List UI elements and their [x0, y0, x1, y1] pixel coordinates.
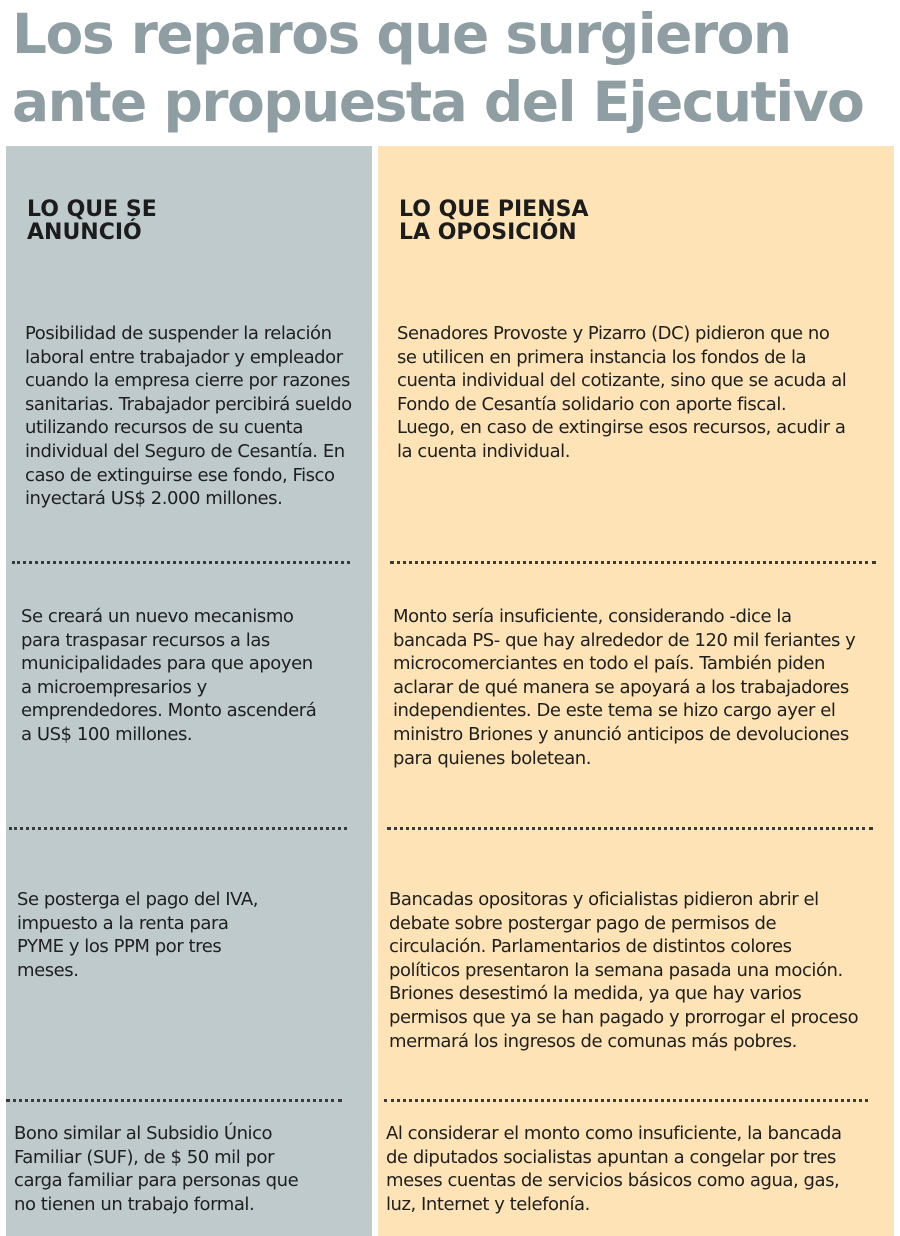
right-divider-3	[384, 1099, 868, 1102]
left-item-1: Posibilidad de suspender la relación laboral entre trabajador y empleador cuando la empresa cierre por razones sanitarias. Trabajador percibirá sueldo utilizando recursos de su cuenta individual del Seguro de Cesantía. En caso de extinguirse ese fondo, Fisco inyectará US$ 2.000 millones.	[25, 323, 352, 510]
right-divider-2	[387, 827, 873, 830]
left-divider-2	[9, 827, 347, 830]
left-column-heading: LO QUE SE ANUNCIÓ	[27, 197, 157, 245]
page-title	[12, 0, 892, 136]
left-item-4: Bono similar al Subsidio Único Familiar (SUF), de $ 50 mil por carga familiar para personas que no tienen un trabajo formal.	[14, 1123, 299, 1215]
left-divider-3	[6, 1099, 342, 1102]
right-divider-1	[390, 561, 876, 564]
right-item-2: Monto sería insuficiente, considerando -dice la bancada PS- que hay alrededor de 120 mil feriantes y microcomerciantes en todo el país. También piden aclarar de qué manera se apoyará a los trabajadores independientes. De este tema se hizo cargo ayer el ministro Briones y anunció anticipos de devoluciones para quienes boletean.	[393, 606, 856, 769]
left-item-2: Se creará un nuevo mecanismo para traspasar recursos a las municipalidades para que apoyen a microempresarios y emprendedores. Monto ascenderá a US$ 100 millones.	[21, 606, 317, 745]
right-item-3: Bancadas opositoras y oficialistas pidieron abrir el debate sobre postergar pago de permisos de circulación. Parlamentarios de distintos colores políticos presentaron la semana pasada una moción. Briones desestimó la medida, ya que hay varios permisos que ya se han pagado y prorrogar el proceso mermará los ingresos de comunas más pobres.	[389, 889, 859, 1052]
left-item-3: Se posterga el pago del IVA, impuesto a la renta para PYME y los PPM por tres meses.	[17, 889, 258, 981]
right-item-4: Al considerar el monto como insuficiente, la bancada de diputados socialistas apuntan a congelar por tres meses cuentas de servicios básicos como agua, gas, luz, Internet y telefonía.	[386, 1123, 842, 1215]
title-line-2: ante propuesta del Ejecutivo	[12, 70, 864, 134]
left-divider-1	[12, 561, 350, 564]
right-column-heading: LO QUE PIENSA LA OPOSICIÓN	[399, 197, 589, 245]
title-line-1: Los reparos que surgieron	[12, 2, 791, 66]
right-item-1: Senadores Provoste y Pizarro (DC) pidieron que no se utilicen en primera instancia los fondos de la cuenta individual del cotizante, sino que se acuda al Fondo de Cesantía solidario con aporte fiscal. Luego, en caso de extingirse esos recursos, acudir a la cuenta individual.	[397, 323, 847, 462]
